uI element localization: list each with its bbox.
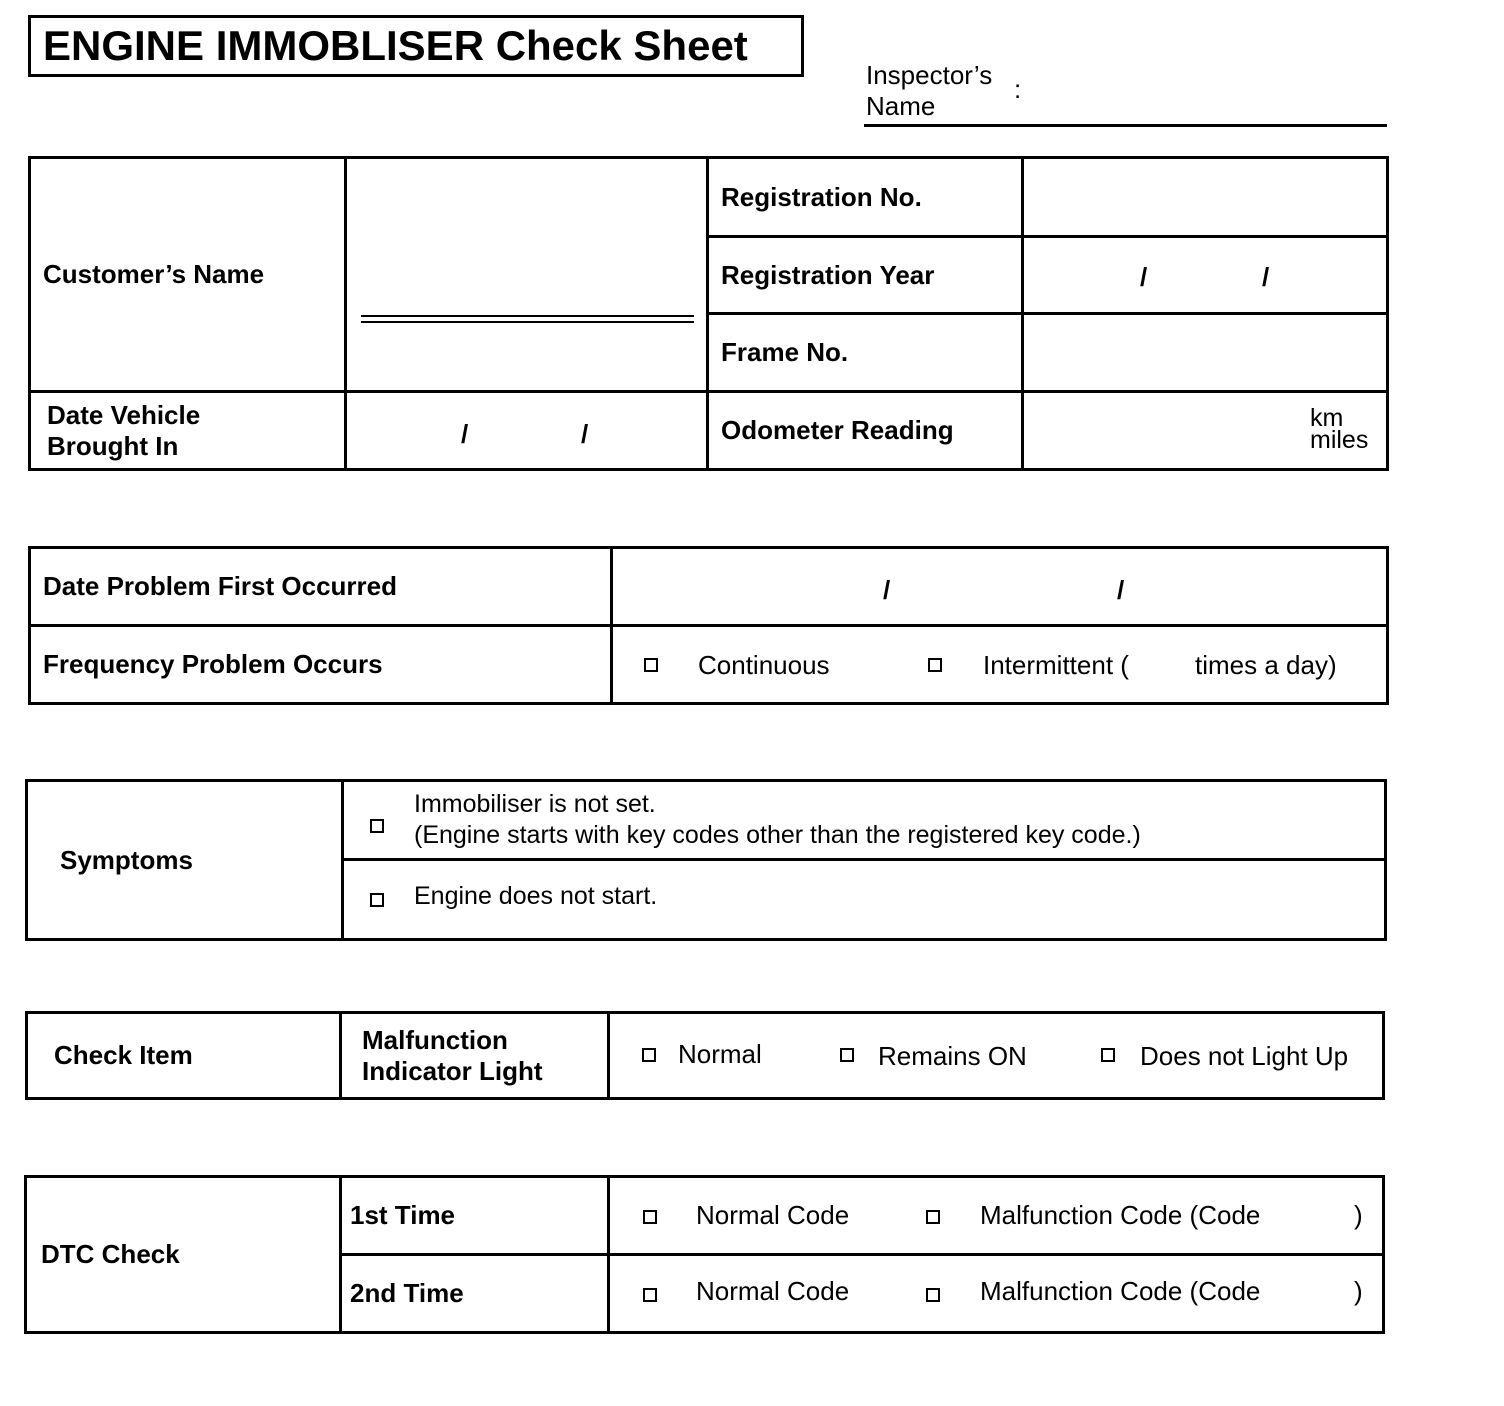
- frequency-label: Frequency Problem Occurs: [30, 626, 612, 704]
- dtc-row-options: [609, 1255, 1384, 1333]
- mil-options: [609, 1013, 1384, 1099]
- date-separator: /: [1117, 575, 1125, 605]
- malfunction-code-checkbox[interactable]: [926, 1288, 940, 1302]
- dtc-row-label: 1st Time: [341, 1177, 609, 1255]
- inspector-name-field[interactable]: [864, 124, 1387, 127]
- immobiliser-not-set-checkbox[interactable]: [370, 819, 384, 833]
- frame-no-field[interactable]: [1023, 314, 1388, 392]
- page-title: ENGINE IMMOBLISER Check Sheet: [28, 15, 804, 77]
- continuous-label: Continuous: [698, 650, 830, 680]
- malfunction-code-label: Malfunction Code (Code: [980, 1276, 1261, 1306]
- dtc-row-label: 2nd Time: [341, 1255, 609, 1333]
- immobiliser-not-set-label: Immobiliser is not set. (Engine starts with key codes other than the registered key code.): [414, 790, 1141, 849]
- symptoms-label: Symptoms: [27, 781, 343, 940]
- date-first-occurred-field[interactable]: [612, 548, 1388, 626]
- intermittent-label: Intermittent (: [983, 650, 1129, 680]
- remains-on-label: Remains ON: [878, 1041, 1027, 1071]
- close-paren: ): [1354, 1276, 1363, 1306]
- normal-code-checkbox[interactable]: [643, 1288, 657, 1302]
- registration-no-field[interactable]: [1023, 158, 1388, 237]
- check-item-table: [25, 1011, 1385, 1100]
- odometer-units: km miles: [1310, 404, 1369, 454]
- dtc-row-options: [609, 1177, 1384, 1255]
- date-brought-in-label: Date Vehicle Brought In: [30, 392, 346, 470]
- normal-label: Normal: [678, 1039, 762, 1069]
- normal-checkbox[interactable]: [642, 1048, 656, 1062]
- frequency-options: [612, 626, 1388, 704]
- engine-not-start-label: Engine does not start.: [414, 882, 658, 910]
- dtc-check-table: [24, 1175, 1385, 1334]
- registration-no-label: Registration No.: [708, 158, 1023, 237]
- malfunction-code-label: Malfunction Code (Code: [980, 1200, 1261, 1230]
- inspector-colon: :: [1014, 74, 1022, 104]
- intermittent-checkbox[interactable]: [928, 658, 942, 672]
- odometer-label: Odometer Reading: [708, 392, 1023, 470]
- frame-no-label: Frame No.: [708, 314, 1023, 392]
- date-first-occurred-label: Date Problem First Occurred: [30, 548, 612, 626]
- vehicle-info-table: [28, 156, 1389, 471]
- remains-on-checkbox[interactable]: [840, 1048, 854, 1062]
- malfunction-code-checkbox[interactable]: [926, 1210, 940, 1224]
- symptom-option-1: [343, 781, 1386, 860]
- date-brought-in-field[interactable]: [346, 392, 708, 470]
- date-separator: /: [461, 419, 469, 449]
- inspector-name-label: Inspector’s Name: [866, 60, 993, 121]
- check-item-label: Check Item: [27, 1013, 341, 1099]
- registration-year-field[interactable]: [1023, 237, 1388, 314]
- does-not-light-label: Does not Light Up: [1140, 1041, 1349, 1071]
- normal-code-label: Normal Code: [696, 1200, 850, 1230]
- odometer-field[interactable]: [1023, 392, 1388, 470]
- normal-code-label: Normal Code: [696, 1276, 850, 1306]
- continuous-checkbox[interactable]: [644, 658, 658, 672]
- problem-table: [28, 546, 1389, 705]
- date-separator: /: [883, 575, 891, 605]
- date-separator: /: [1262, 262, 1270, 292]
- customer-name-field[interactable]: [346, 158, 708, 392]
- date-separator: /: [1140, 262, 1148, 292]
- does-not-light-checkbox[interactable]: [1101, 1048, 1115, 1062]
- symptom-option-2: [343, 860, 1386, 940]
- close-paren: ): [1354, 1200, 1363, 1230]
- customer-name-label: Customer’s Name: [30, 158, 346, 392]
- date-separator: /: [581, 419, 589, 449]
- engine-not-start-checkbox[interactable]: [370, 893, 384, 907]
- times-a-day-label: times a day): [1195, 650, 1337, 680]
- symptoms-table: [25, 779, 1387, 941]
- mil-label: Malfunction Indicator Light: [341, 1013, 609, 1099]
- dtc-check-label: DTC Check: [26, 1177, 341, 1333]
- normal-code-checkbox[interactable]: [643, 1210, 657, 1224]
- registration-year-label: Registration Year: [708, 237, 1023, 314]
